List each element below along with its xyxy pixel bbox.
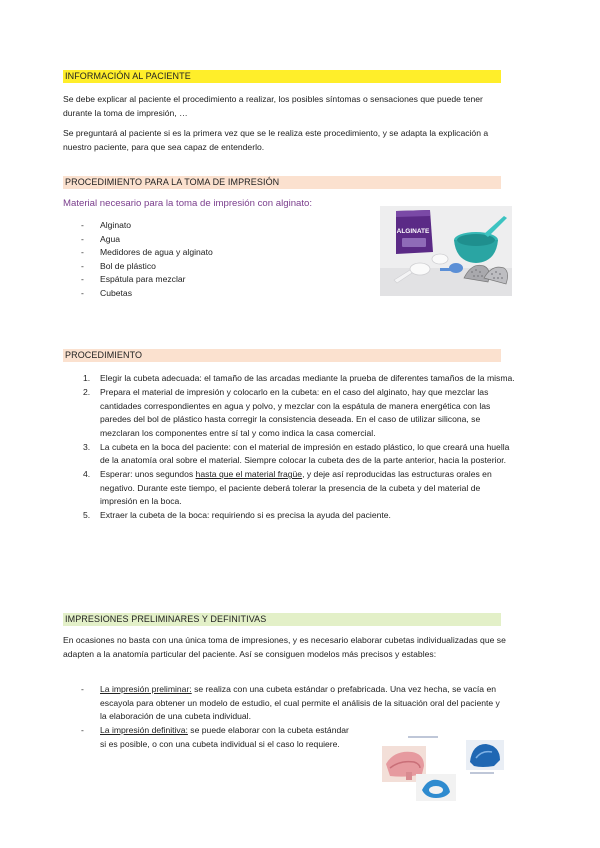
section-header-toma-impresion: PROCEDIMIENTO PARA LA TOMA DE IMPRESIÓN	[63, 176, 501, 189]
paragraph-impresiones-intro: En ocasiones no basta con una única toma de impresiones, y es necesario elaborar cubetas individualizadas que se adapten a la anatomía particular del paciente. Así se consiguen modelos más precisos y estables:	[63, 635, 506, 659]
list-item	[63, 441, 515, 468]
impression-trays-photo	[378, 734, 508, 802]
impressions-list-2	[63, 724, 353, 751]
step-text: Elegir la cubeta adecuada: el tamaño de las arcadas mediante la prueba de diferentes tamaños de la misma.	[100, 373, 515, 383]
list-item	[63, 724, 353, 751]
list-item	[63, 372, 515, 386]
step-number: 3.	[83, 441, 91, 452]
step-text-post: , y deje así reproducidas las estructuras orales en negativo. Durante este tiempo, el paciente deberá tolerar la presencia de la cubeta y del material de impresión en la boca.	[100, 469, 492, 506]
step-text: La cubeta en la boca del paciente: con el material de impresión en estado plástico, lo que creará una huella de la anatomía oral sobre el material. Siempre colocar la cubeta des de la parte anterior, hacia la posterior.	[100, 441, 510, 465]
impresion-preliminar-text: se realiza con una cubeta estándar o prefabricada. Una vez hecha, se vacía en escayola para obtener un modelo de estudio, el cual permite el análisis de la situación oral del paciente y la elaboración de una cubeta individual.	[100, 684, 500, 721]
list-item	[63, 683, 507, 724]
list-item: - Alginato	[63, 219, 213, 233]
list-item	[63, 509, 515, 523]
material-title: Material necesario para la toma de impresión con alginato:	[63, 198, 313, 209]
step-text-pre: Esperar: unos segundos	[100, 469, 196, 479]
step-text-underlined: hasta que el material fragüe	[195, 469, 303, 479]
impresion-preliminar-label: La impresión preliminar:	[100, 684, 192, 694]
list-item: - Bol de plástico	[63, 260, 213, 274]
step-text: Prepara el material de impresión y colocarlo en la cubeta: en el caso del alginato, hay que mezclar las cantidades correspondientes en agua y polvo, y mezclar con la espátula de manera energética con las paredes del bol de plástico hasta corregir la consistencia deseada. En el caso de utilizar silicona, se mezclaran los componentes entre sí tal y como indica la casa comercial.	[100, 387, 491, 438]
alginate-bag-label: ALGINATE	[396, 228, 430, 235]
procedure-steps	[63, 372, 515, 523]
paragraph-info-1: Se debe explicar al paciente el procedimiento a realizar, los posibles síntomas o sensaciones que puede tener durante la toma de impresión, …	[63, 94, 483, 118]
list-item: - Cubetas	[63, 287, 213, 301]
impresion-definitiva-text: se puede elaborar con la cubeta estándar si es posible, o con una cubeta individual si el caso lo requiere.	[100, 725, 349, 749]
impresion-definitiva-label: La impresión definitiva:	[100, 725, 188, 735]
paragraph-info-2: Se preguntará al paciente si es la primera vez que se le realiza este procedimiento, y se adapta la explicación a nuestro paciente, para que sea capaz de entenderlo.	[63, 128, 489, 152]
materials-list	[63, 219, 213, 300]
section-header-procedimiento: PROCEDIMIENTO	[63, 349, 501, 362]
section-header-impresiones: IMPRESIONES PRELIMINARES Y DEFINITIVAS	[63, 613, 501, 626]
list-item: - Medidores de agua y alginato	[63, 246, 213, 260]
list-item: - Espátula para mezclar	[63, 273, 213, 287]
step-number: 5.	[83, 510, 91, 520]
step-number: 4.	[83, 469, 91, 479]
step-number: 1.	[83, 373, 91, 383]
step-number: 2.	[83, 387, 91, 397]
list-item	[63, 386, 515, 440]
step-text: Extraer la cubeta de la boca: requiriendo si es precisa la ayuda del paciente.	[100, 510, 391, 520]
list-item: - Agua	[63, 233, 213, 247]
list-item	[63, 468, 515, 509]
impressions-list	[63, 683, 507, 724]
section-header-info-paciente: INFORMACIÓN AL PACIENTE	[63, 70, 501, 83]
alginate-kit-photo	[380, 206, 512, 296]
